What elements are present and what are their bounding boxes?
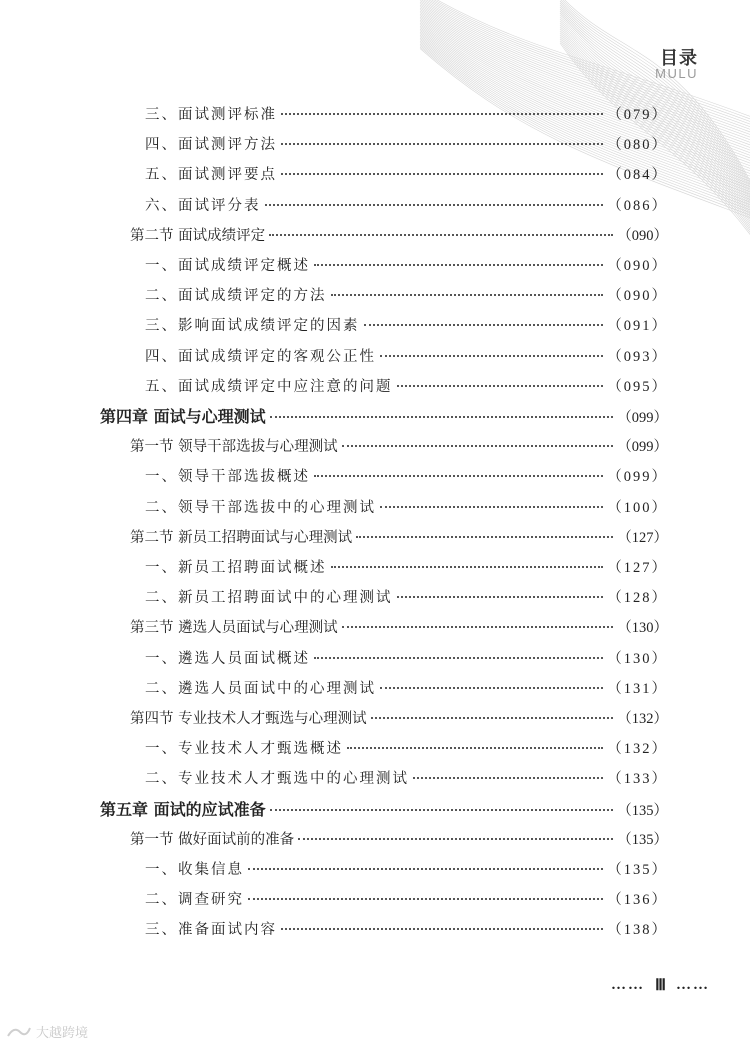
toc-entry [145,859,668,881]
toc-entry-title: 二、领导干部选拔中的心理测试 [145,499,376,516]
dot-leader [270,415,614,418]
toc-entry-page: （093） [607,348,668,365]
toc-entry-title: 五、面试成绩评定中应注意的问题 [145,378,393,395]
dot-leader [380,505,603,508]
toc-entry-page: （099） [617,410,668,426]
toc-entry [145,919,668,941]
footer-dots-right: …… [676,976,710,993]
toc-entry-page: （138） [607,922,668,939]
toc-entry-title: 二、调查研究 [145,892,244,909]
brand-logo-icon [6,1024,32,1040]
toc-entry [130,708,668,730]
toc-entry [145,466,668,488]
dot-leader [281,927,603,930]
toc-entry-page: （080） [607,137,668,154]
toc-entry [145,738,668,760]
toc-entry [145,134,668,156]
dot-leader [380,686,603,689]
toc-entry-page: （099） [617,439,668,456]
toc-entry [130,436,668,458]
dot-leader [342,444,614,447]
toc-entry [145,346,668,368]
dot-leader [314,474,603,477]
toc-entry-page: （135） [607,862,668,878]
toc-entry-title: 二、新员工招聘面试中的心理测试 [145,590,393,607]
toc-entry-title: 三、准备面试内容 [145,922,277,939]
toc-entry-title: 一、新员工招聘面试概述 [145,560,327,576]
toc-entry [145,376,668,398]
dot-leader [347,746,603,749]
toc-entry-page: （136） [607,892,668,909]
toc-entry [145,195,668,217]
toc-entry-page: （133） [607,771,668,788]
dot-leader [248,897,603,900]
toc-entry-page: （132） [607,741,668,758]
toc-entry-page: （130） [607,650,668,667]
toc-entry-title: 第二节 新员工招聘面试与心理测试 [130,529,353,546]
dot-leader [371,716,614,719]
toc-entry-title: 第一节 领导干部选拔与心理测试 [130,439,338,456]
toc-entry-page: （100） [607,499,668,516]
decorative-wave-lines [0,0,750,260]
toc-entry-title: 第五章 面试的应试准备 [100,799,266,819]
toc-entry-title: 四、面试测评方法 [145,137,277,154]
toc-entry [130,829,668,851]
toc-entry [145,164,668,186]
toc-entry-page: （090） [607,288,668,305]
toc-entry-title: 第四节 专业技术人才甄选与心理测试 [130,711,367,727]
dot-leader [269,233,613,236]
page-number: Ⅲ [654,977,666,994]
page-title: 目录 [660,48,698,69]
dot-leader [314,263,603,266]
toc-entry-title: 二、专业技术人才甄选中的心理测试 [145,771,409,788]
toc-entry [130,617,668,639]
toc-entry-page: （130） [617,620,668,637]
toc-entry-title: 二、遴选人员面试中的心理测试 [145,680,376,697]
dot-leader [281,142,603,145]
toc-entry-page: （127） [607,560,668,576]
toc-entry [145,285,668,307]
toc-entry-page: （086） [607,197,668,214]
dot-leader [342,625,614,628]
toc-entry-page: （128） [607,590,668,607]
toc-entry-title: 一、专业技术人才甄选概述 [145,741,343,758]
dot-leader [265,203,604,206]
toc-entry [145,557,668,579]
dot-leader [331,293,604,296]
toc-entry [100,406,668,428]
toc-entry [145,255,668,277]
toc-entry-title: 四、面试成绩评定的客观公正性 [145,348,376,365]
toc-entry [145,889,668,911]
toc-entry-page: （131） [607,680,668,697]
toc-entry-page: （090） [607,258,668,274]
watermark [6,1022,88,1041]
toc-entry-page: （132） [617,711,668,727]
toc-entry-title: 第三节 遴选人员面试与心理测试 [130,620,338,637]
dot-leader [331,565,604,568]
toc-entry-title: 二、面试成绩评定的方法 [145,288,327,305]
toc-entry-title: 一、收集信息 [145,862,244,878]
dot-leader [248,867,603,870]
toc-entry [145,315,668,337]
footer-dots-left: …… [610,976,645,993]
toc-entry-title: 五、面试测评要点 [145,167,277,184]
toc-entry-page: （095） [607,378,668,395]
dot-leader [397,595,604,598]
toc-entry-title: 第二节 面试成绩评定 [130,227,266,244]
toc-entry-title: 一、遴选人员面试概述 [145,650,310,667]
page-subtitle: MULU [655,66,698,81]
dot-leader [380,354,603,357]
toc-entry-title: 三、影响面试成绩评定的因素 [145,318,360,335]
toc-entry [145,768,668,790]
toc-entry-page: （135） [617,802,668,819]
toc-entry [130,527,668,549]
toc-entry-title: 第一节 做好面试前的准备 [130,831,295,848]
toc-entry-title: 第四章 面试与心理测试 [100,407,266,426]
toc-entry [130,225,668,247]
dot-leader [364,323,604,326]
dot-leader [413,776,603,779]
dot-leader [281,172,603,175]
toc-entry-page: （127） [617,529,668,546]
dot-leader [356,535,613,538]
dot-leader [270,808,614,811]
toc-entry-page: （079） [607,107,668,123]
toc-entry-title: 三、面试测评标准 [145,107,277,123]
toc-entry-title: 一、领导干部选拔概述 [145,469,310,486]
watermark-text: 大越跨境 [36,1026,89,1041]
toc-entry-page: （090） [617,227,668,244]
toc-entry [145,678,668,700]
toc-entry [145,497,668,519]
toc-entry-page: （099） [607,469,668,486]
dot-leader [281,112,603,115]
toc-entry [145,104,668,126]
toc-entry-page: （084） [607,167,668,184]
toc-entry-title: 一、面试成绩评定概述 [145,258,310,274]
toc-entry-title: 六、面试评分表 [145,197,261,214]
toc-entry [145,587,668,609]
dot-leader [298,837,613,840]
toc-entry-page: （091） [607,318,668,335]
toc-entry [145,648,668,670]
toc-entry-page: （135） [617,831,668,848]
dot-leader [397,384,604,387]
toc-entry [100,799,668,821]
page-footer [611,975,710,995]
dot-leader [314,656,603,659]
